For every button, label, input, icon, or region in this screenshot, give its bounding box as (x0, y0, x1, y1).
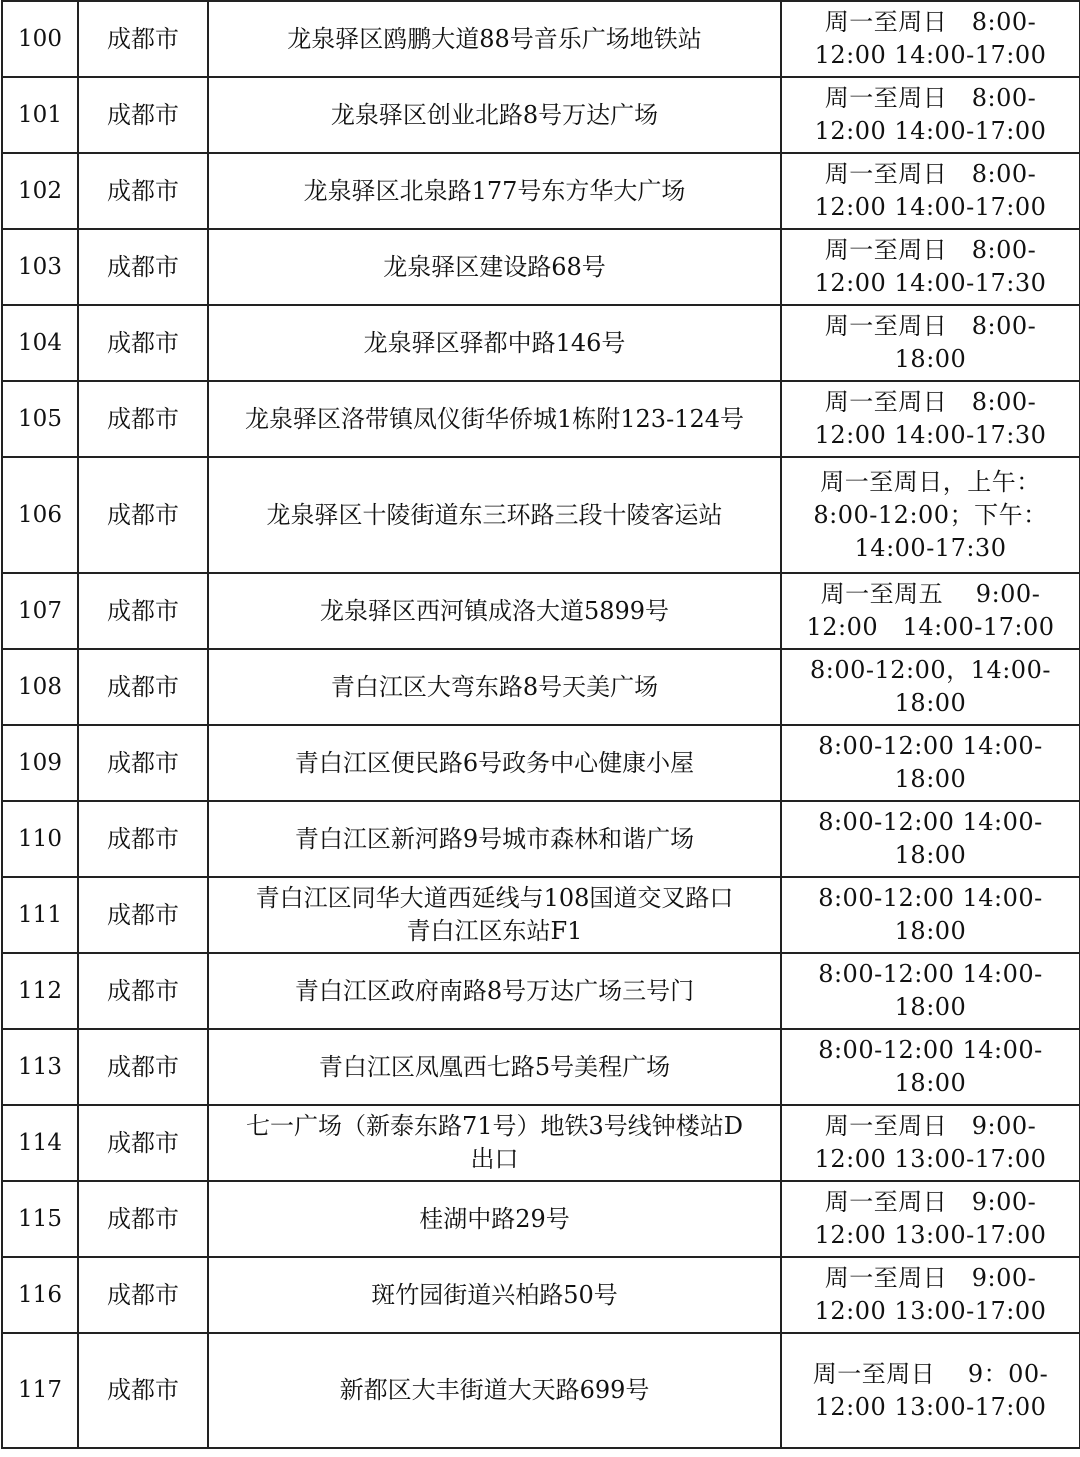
table-row (2, 1181, 1080, 1257)
row-city: 成都市 (78, 877, 208, 953)
table-row (2, 1029, 1080, 1105)
table-row (2, 1, 1080, 77)
table-row (2, 1105, 1080, 1181)
row-address: 新都区大丰街道大天路699号 (208, 1333, 781, 1448)
row-city: 成都市 (78, 381, 208, 457)
row-address: 龙泉驿区驿都中路146号 (208, 305, 781, 381)
row-address: 桂湖中路29号 (208, 1181, 781, 1257)
row-city: 成都市 (78, 1029, 208, 1105)
row-city: 成都市 (78, 953, 208, 1029)
row-address: 青白江区政府南路8号万达广场三号门 (208, 953, 781, 1029)
row-address: 斑竹园街道兴柏路50号 (208, 1257, 781, 1333)
row-city: 成都市 (78, 1, 208, 77)
row-hours: 周一至周日 8:00- 18:00 (781, 305, 1080, 381)
table-row (2, 1333, 1080, 1448)
row-number: 113 (2, 1029, 78, 1105)
table-row (2, 381, 1080, 457)
row-hours: 周一至周日，上午： 8:00-12:00；下午： 14:00-17:30 (781, 457, 1080, 573)
row-address: 青白江区大弯东路8号天美广场 (208, 649, 781, 725)
row-address: 龙泉驿区鸥鹏大道88号音乐广场地铁站 (208, 1, 781, 77)
row-number: 103 (2, 229, 78, 305)
table-row (2, 573, 1080, 649)
row-hours: 8:00-12:00 14:00- 18:00 (781, 953, 1080, 1029)
row-number: 112 (2, 953, 78, 1029)
row-hours: 8:00-12:00 14:00- 18:00 (781, 877, 1080, 953)
table-row (2, 649, 1080, 725)
row-city: 成都市 (78, 1105, 208, 1181)
row-number: 114 (2, 1105, 78, 1181)
row-hours: 周一至周日 9:00- 12:00 13:00-17:00 (781, 1257, 1080, 1333)
row-hours: 周一至周日 9:00- 12:00 13:00-17:00 (781, 1181, 1080, 1257)
table-row (2, 153, 1080, 229)
row-number: 101 (2, 77, 78, 153)
row-city: 成都市 (78, 573, 208, 649)
row-hours: 周一至周日 8:00- 12:00 14:00-17:00 (781, 153, 1080, 229)
row-hours: 周一至周日 8:00- 12:00 14:00-17:30 (781, 381, 1080, 457)
row-number: 106 (2, 457, 78, 573)
row-hours: 8:00-12:00 14:00- 18:00 (781, 725, 1080, 801)
row-city: 成都市 (78, 1333, 208, 1448)
row-hours: 8:00-12:00 14:00- 18:00 (781, 801, 1080, 877)
row-number: 102 (2, 153, 78, 229)
row-hours: 周一至周日 8:00- 12:00 14:00-17:00 (781, 1, 1080, 77)
row-number: 105 (2, 381, 78, 457)
row-number: 108 (2, 649, 78, 725)
table-row (2, 229, 1080, 305)
row-hours: 周一至周日 9：00- 12:00 13:00-17:00 (781, 1333, 1080, 1448)
row-address: 龙泉驿区十陵街道东三环路三段十陵客运站 (208, 457, 781, 573)
row-number: 117 (2, 1333, 78, 1448)
site-table-body (2, 1, 1080, 1448)
table-row (2, 77, 1080, 153)
table-row (2, 1257, 1080, 1333)
row-city: 成都市 (78, 801, 208, 877)
row-city: 成都市 (78, 457, 208, 573)
table-row (2, 305, 1080, 381)
row-number: 116 (2, 1257, 78, 1333)
row-address: 龙泉驿区西河镇成洛大道5899号 (208, 573, 781, 649)
row-number: 115 (2, 1181, 78, 1257)
row-city: 成都市 (78, 1257, 208, 1333)
row-city: 成都市 (78, 725, 208, 801)
row-address: 青白江区凤凰西七路5号美程广场 (208, 1029, 781, 1105)
row-hours: 8:00-12:00，14:00- 18:00 (781, 649, 1080, 725)
row-city: 成都市 (78, 1181, 208, 1257)
table-row (2, 801, 1080, 877)
row-city: 成都市 (78, 77, 208, 153)
row-number: 104 (2, 305, 78, 381)
table-row (2, 877, 1080, 953)
row-hours: 周一至周日 8:00- 12:00 14:00-17:00 (781, 77, 1080, 153)
row-address: 龙泉驿区建设路68号 (208, 229, 781, 305)
row-address: 青白江区新河路9号城市森林和谐广场 (208, 801, 781, 877)
table-row (2, 725, 1080, 801)
row-number: 109 (2, 725, 78, 801)
row-address: 龙泉驿区北泉路177号东方华大广场 (208, 153, 781, 229)
row-city: 成都市 (78, 229, 208, 305)
row-number: 100 (2, 1, 78, 77)
table-row (2, 457, 1080, 573)
row-hours: 周一至周日 8:00- 12:00 14:00-17:30 (781, 229, 1080, 305)
row-number: 111 (2, 877, 78, 953)
row-city: 成都市 (78, 153, 208, 229)
row-hours: 周一至周五 9:00- 12:00 14:00-17:00 (781, 573, 1080, 649)
row-address: 龙泉驿区洛带镇凤仪街华侨城1栋附123-124号 (208, 381, 781, 457)
table-row (2, 953, 1080, 1029)
row-address: 七一广场（新泰东路71号）地铁3号线钟楼站D 出口 (208, 1105, 781, 1181)
row-address: 青白江区同华大道西延线与108国道交叉路口 青白江区东站F1 (208, 877, 781, 953)
row-city: 成都市 (78, 649, 208, 725)
row-hours: 8:00-12:00 14:00- 18:00 (781, 1029, 1080, 1105)
row-number: 107 (2, 573, 78, 649)
row-number: 110 (2, 801, 78, 877)
row-address: 青白江区便民路6号政务中心健康小屋 (208, 725, 781, 801)
site-table (1, 0, 1080, 1449)
row-hours: 周一至周日 9:00- 12:00 13:00-17:00 (781, 1105, 1080, 1181)
row-city: 成都市 (78, 305, 208, 381)
row-address: 龙泉驿区创业北路8号万达广场 (208, 77, 781, 153)
